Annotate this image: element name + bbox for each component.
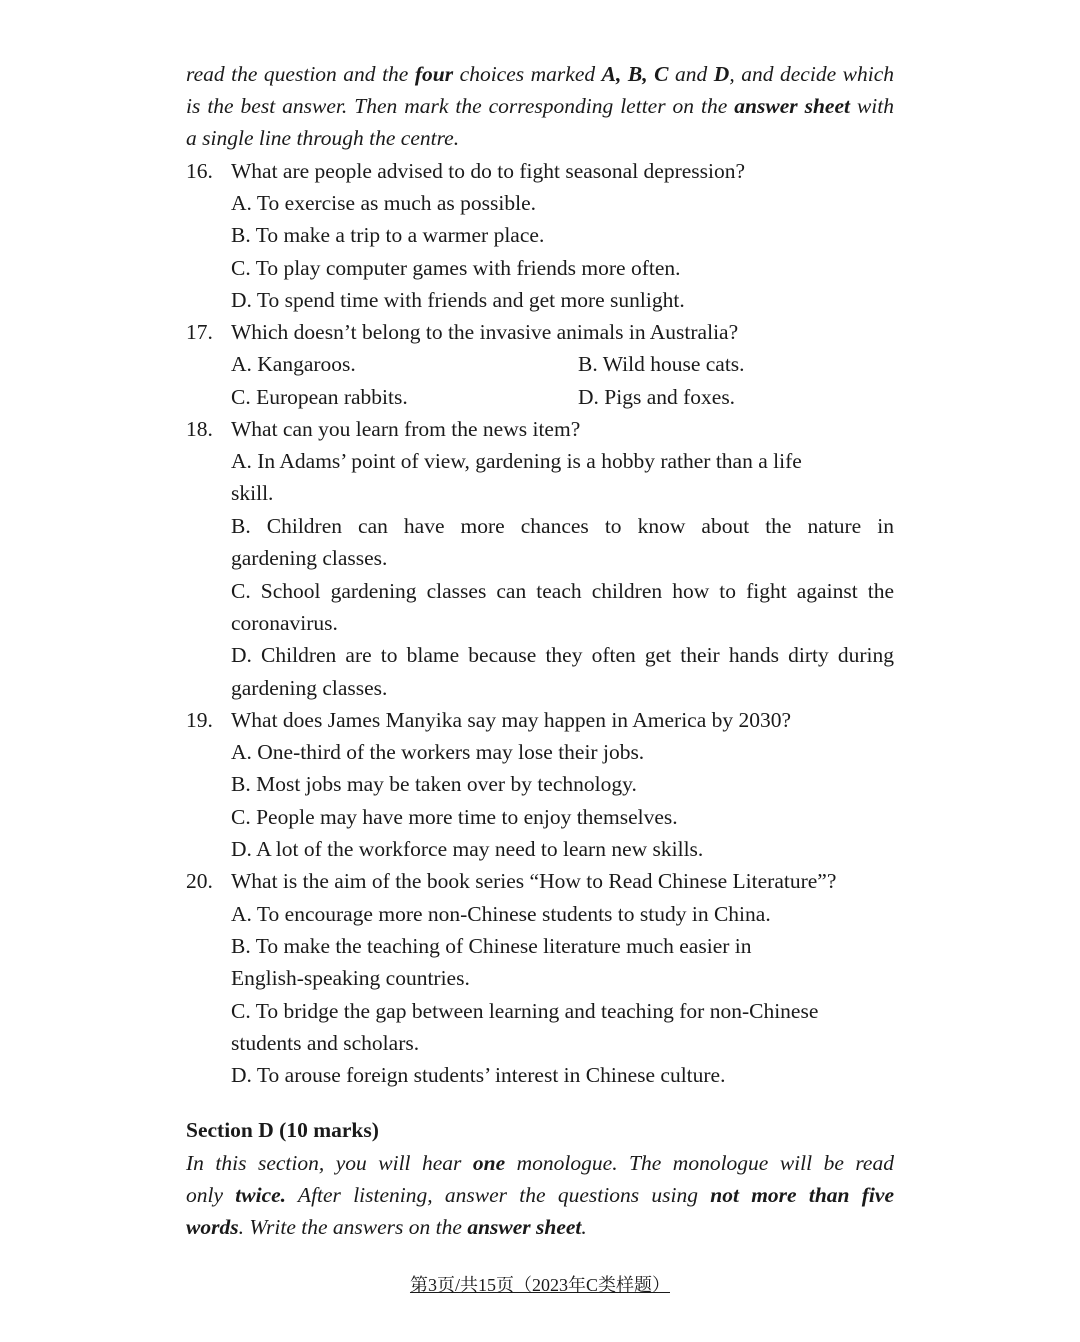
question-16 [186,155,746,187]
choice-20b: B. To make the teaching of Chinese literature much easier in [231,934,752,958]
section-d-emphasis: twice. [235,1183,287,1207]
choice-17a: A. Kangaroos. [231,352,356,376]
question-number: 20. [186,869,213,893]
choice-18a-cont: skill. [231,481,274,505]
question-text: What is the aim of the book series “How to Read Chinese Literature”? [231,869,837,893]
instructions-line-1 [186,58,894,90]
question-number: 19. [186,708,213,732]
choice-16c: C. To play computer games with friends more often. [231,256,681,280]
question-number: 16. [186,159,213,183]
section-d-line-2 [186,1179,894,1211]
choice-17b: B. Wild house cats. [578,352,745,376]
section-d-heading: Section D (10 marks) [186,1118,379,1142]
choice-18b-cont: gardening classes. [231,546,388,570]
choice-20d: D. To arouse foreign students’ interest in Chinese culture. [231,1063,726,1087]
section-d-line-1 [186,1147,894,1179]
section-d-emphasis: answer sheet [467,1215,582,1239]
instructions-emphasis: four [414,62,454,86]
instructions-emphasis: A, B, C [601,62,669,86]
section-d-text: In this section, you will hear [186,1151,473,1175]
section-d-emphasis: words [186,1215,239,1239]
choice-16b: B. To make a trip to a warmer place. [231,223,545,247]
instructions-text: , and decide which [729,62,894,86]
choice-18d-cont: gardening classes. [231,676,388,700]
question-text: What does James Manyika say may happen in America by 2030? [231,708,792,732]
instructions-emphasis: answer sheet [734,94,850,118]
instructions-line-3: a single line through the centre. [186,126,460,150]
choice-16a: A. To exercise as much as possible. [231,191,536,215]
question-17 [186,316,739,348]
instructions-text: is the best answer. Then mark the corresponding letter on the [186,94,735,118]
section-d-text: After listening, answer the questions using [286,1183,711,1207]
instructions-text: with [849,94,894,118]
choice-18d: D. Children are to blame because they often get their hands dirty during [231,643,894,667]
choice-20b-cont: English-speaking countries. [231,966,470,990]
instructions-line-2 [186,90,894,122]
section-d-text: monologue. The monologue will be read [505,1151,894,1175]
choice-16d: D. To spend time with friends and get more sunlight. [231,288,685,312]
section-d-text: . [581,1215,587,1239]
choice-19c: C. People may have more time to enjoy themselves. [231,805,678,829]
choice-18c: C. School gardening classes can teach children how to fight against the [231,579,894,603]
choice-17c: C. European rabbits. [231,385,408,409]
question-number: 18. [186,417,213,441]
choice-19d: D. A lot of the workforce may need to learn new skills. [231,837,704,861]
section-d-text: . Write the answers on the [238,1215,468,1239]
choice-19b: B. Most jobs may be taken over by technology. [231,772,637,796]
choice-18c-cont: coronavirus. [231,611,338,635]
instructions-text: read the question and the [186,62,415,86]
section-d-emphasis: one [472,1151,506,1175]
question-19 [186,704,792,736]
instructions-text: and [668,62,714,86]
choice-20c-cont: students and scholars. [231,1031,420,1055]
section-d-text: only [186,1183,236,1207]
page-footer [0,1272,1080,1298]
question-text: What are people advised to do to fight seasonal depression? [231,159,746,183]
question-20 [186,865,837,897]
choice-18b: B. Children can have more chances to know about the nature in [231,514,894,538]
choice-19a: A. One-third of the workers may lose their jobs. [231,740,645,764]
choice-17d: D. Pigs and foxes. [578,385,736,409]
question-number: 17. [186,320,213,344]
question-text: What can you learn from the news item? [231,417,581,441]
question-18 [186,413,581,445]
page-number: 第3页/共15页（2023年C类样题） [409,1275,670,1295]
choice-18a: A. In Adams’ point of view, gardening is a hobby rather than a life [231,449,802,473]
instructions-text: choices marked [453,62,602,86]
question-text: Which doesn’t belong to the invasive animals in Australia? [231,320,739,344]
section-d-line-3 [186,1211,587,1243]
section-d-emphasis: not more than five [710,1183,894,1207]
instructions-emphasis: D [713,62,730,86]
choice-20a: A. To encourage more non-Chinese students to study in China. [231,902,771,926]
choice-20c: C. To bridge the gap between learning and teaching for non-Chinese [231,999,819,1023]
